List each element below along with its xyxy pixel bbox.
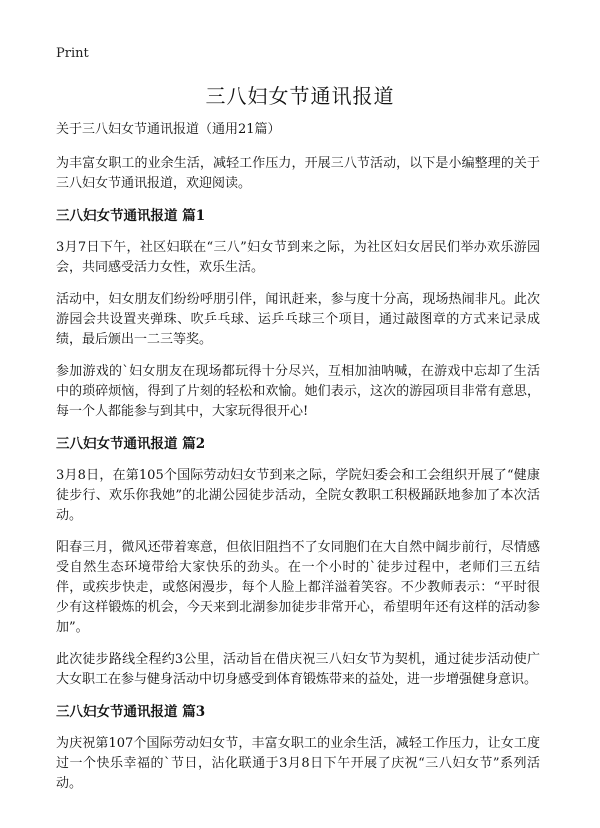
section-1-paragraph-2: 活动中，妇女朋友们纷纷呼朋引伴，闻讯赶来，参与度十分高，现场热闹非凡。此次游园会共设置夹弹珠、吹乒乓球、运乒乓球三个项目，通过敲图章的方式来记录成绩，最后颁出一二三等奖。 — [56, 292, 540, 347]
intro-paragraph: 为丰富女职工的业余生活，减轻工作压力，开展三八节活动，以下是小编整理的关于三八妇女节通讯报道，欢迎阅读。 — [56, 156, 540, 191]
section-2-paragraph-3: 此次徒步路线全程约3公里，活动旨在借庆祝三八妇女节为契机，通过徒步活动使广大女职工在参与健身活动中切身感受到体育锻炼带来的益处，进一步增强健身意识。 — [56, 652, 540, 687]
article-body — [56, 120, 540, 806]
section-2-paragraph-1: 3月8日，在第105个国际劳动妇女节到来之际，学院妇委会和工会组织开展了“健康徒步行、欢乐你我她”的北湖公园徒步活动，全院女教职工积极踊跃地参加了本次活动。 — [56, 468, 540, 523]
page-title: 三八妇女节通讯报道 — [205, 84, 395, 108]
section-1-paragraph-1: 3月7日下午，社区妇联在“三八”妇女节到来之际，为社区妇女居民们举办欢乐游园会，共同感受活力女性，欢乐生活。 — [56, 240, 540, 275]
section-1-paragraph-3: 参加游戏的`妇女朋友在现场都玩得十分尽兴，互相加油呐喊，在游戏中忘却了生活中的琐碎烦恼，得到了片刻的轻松和欢愉。她们表示，这次的游园项目非常有意思，每一个人都能参与到其中，大家玩得很开心! — [56, 364, 540, 419]
section-2-paragraph-2: 阳春三月，微风还带着寒意，但依旧阻挡不了女同胞们在大自然中阔步前行，尽情感受自然生态环境带给大家快乐的劲头。在一个小时的`徒步过程中，老师们三五结伴，或疾步快走，或悠闲漫步，每个人脸上都洋溢着笑容。不少教师表示：“平时很少有这样锻炼的机会，今天来到北湖参加徒步非常开心，希望明年还有这样的活动参加”。 — [56, 540, 540, 635]
section-heading-3: 三八妇女节通讯报道 篇3 — [56, 704, 206, 720]
section-heading-2: 三八妇女节通讯报道 篇2 — [56, 436, 206, 452]
print-link[interactable]: Print — [56, 46, 89, 61]
section-3-paragraph-1: 为庆祝第107个国际劳动妇女节，丰富女职工的业余生活，减轻工作压力，让女工度过一个快乐幸福的`节日，沾化联通于3月8日下午开展了庆祝“三八妇女节”系列活动。 — [56, 736, 540, 791]
section-heading-1: 三八妇女节通讯报道 篇1 — [56, 208, 206, 224]
article-subtitle: 关于三八妇女节通讯报道（通用21篇） — [56, 122, 281, 137]
